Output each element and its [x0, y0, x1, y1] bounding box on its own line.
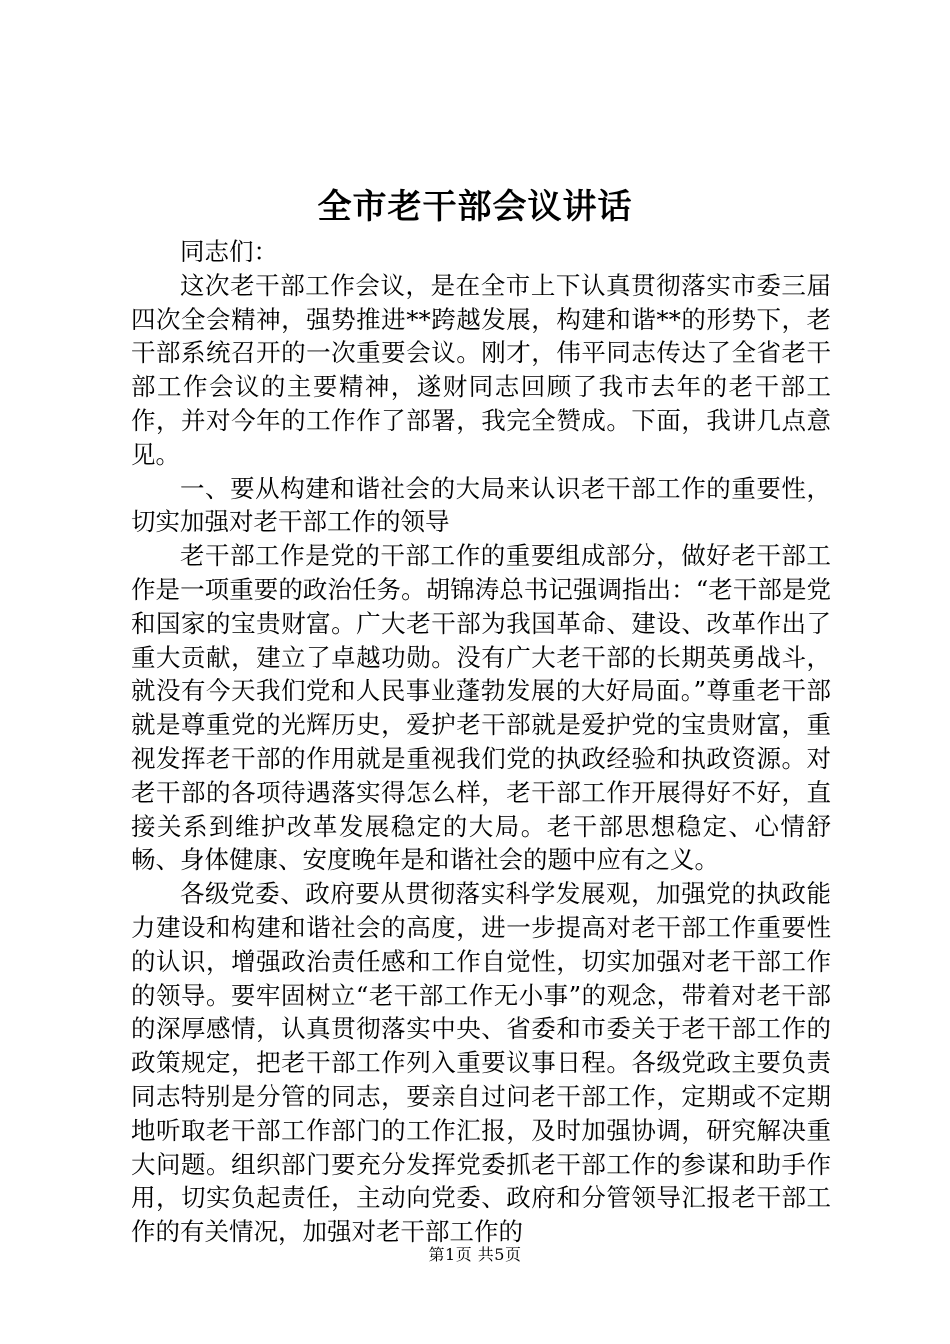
paragraph-leadership: 各级党委、政府要从贯彻落实科学发展观，加强党的执政能力建设和构建和谐社会的高度，进一步提高对老干部工作重要性的认识，增强政治责任感和工作自觉性，切实加强对老干部工作的领导。要牢固树立“老干部工作无小事”的观念，带着对老干部的深厚感情，认真贯彻落实中央、省委和市委关于老干部工作的政策规定，把老干部工作列入重要议事日程。各级党政主要负责同志特别是分管的同志，要亲自过问老干部工作，定期或不定期地听取老干部工作部门的工作汇报，及时加强协调，研究解决重大问题。组织部门要充分发挥党委抓老干部工作的参谋和助手作用，切实负起责任，主动向党委、政府和分管领导汇报老干部工作的有关情况，加强对老干部工作的	[131, 879, 831, 1247]
paragraph-intro: 这次老干部工作会议，是在全市上下认真贯彻落实市委三届四次全会精神，强势推进**跨越发展，构建和谐**的形势下，老干部系统召开的一次重要会议。刚才，伟平同志传达了全省老干部工作会议的主要精神，遂财同志回顾了我市去年的老干部工作，并对今年的工作作了部署，我完全赞成。下面，我讲几点意见。	[131, 270, 831, 469]
section-heading-1: 一、要从构建和谐社会的大局来认识老干部工作的重要性，切实加强对老干部工作的领导	[131, 473, 831, 537]
document-body	[131, 235, 831, 1249]
document-title: 全市老干部会议讲话	[317, 187, 633, 227]
paragraph-importance: 老干部工作是党的干部工作的重要组成部分，做好老干部工作是一项重要的政治任务。胡锦涛总书记强调指出：“老干部是党和国家的宝贵财富。广大老干部为我国革命、建设、改革作出了重大贡献，建立了卓越功勋。没有广大老干部的长期英勇战斗，就没有今天我们党和人民事业蓬勃发展的大好局面。”尊重老干部就是尊重党的光辉历史，爱护老干部就是爱护党的宝贵财富，重视发挥老干部的作用就是重视我们党的执政经验和执政资源。对老干部的各项待遇落实得怎么样，老干部工作开展得好不好，直接关系到维护改革发展稳定的大局。老干部思想稳定、心情舒畅、身体健康、安度晚年是和谐社会的题中应有之义。	[131, 541, 831, 875]
page-number-footer: 第1页 共5页	[428, 1245, 522, 1264]
salutation: 同志们：	[180, 237, 278, 266]
